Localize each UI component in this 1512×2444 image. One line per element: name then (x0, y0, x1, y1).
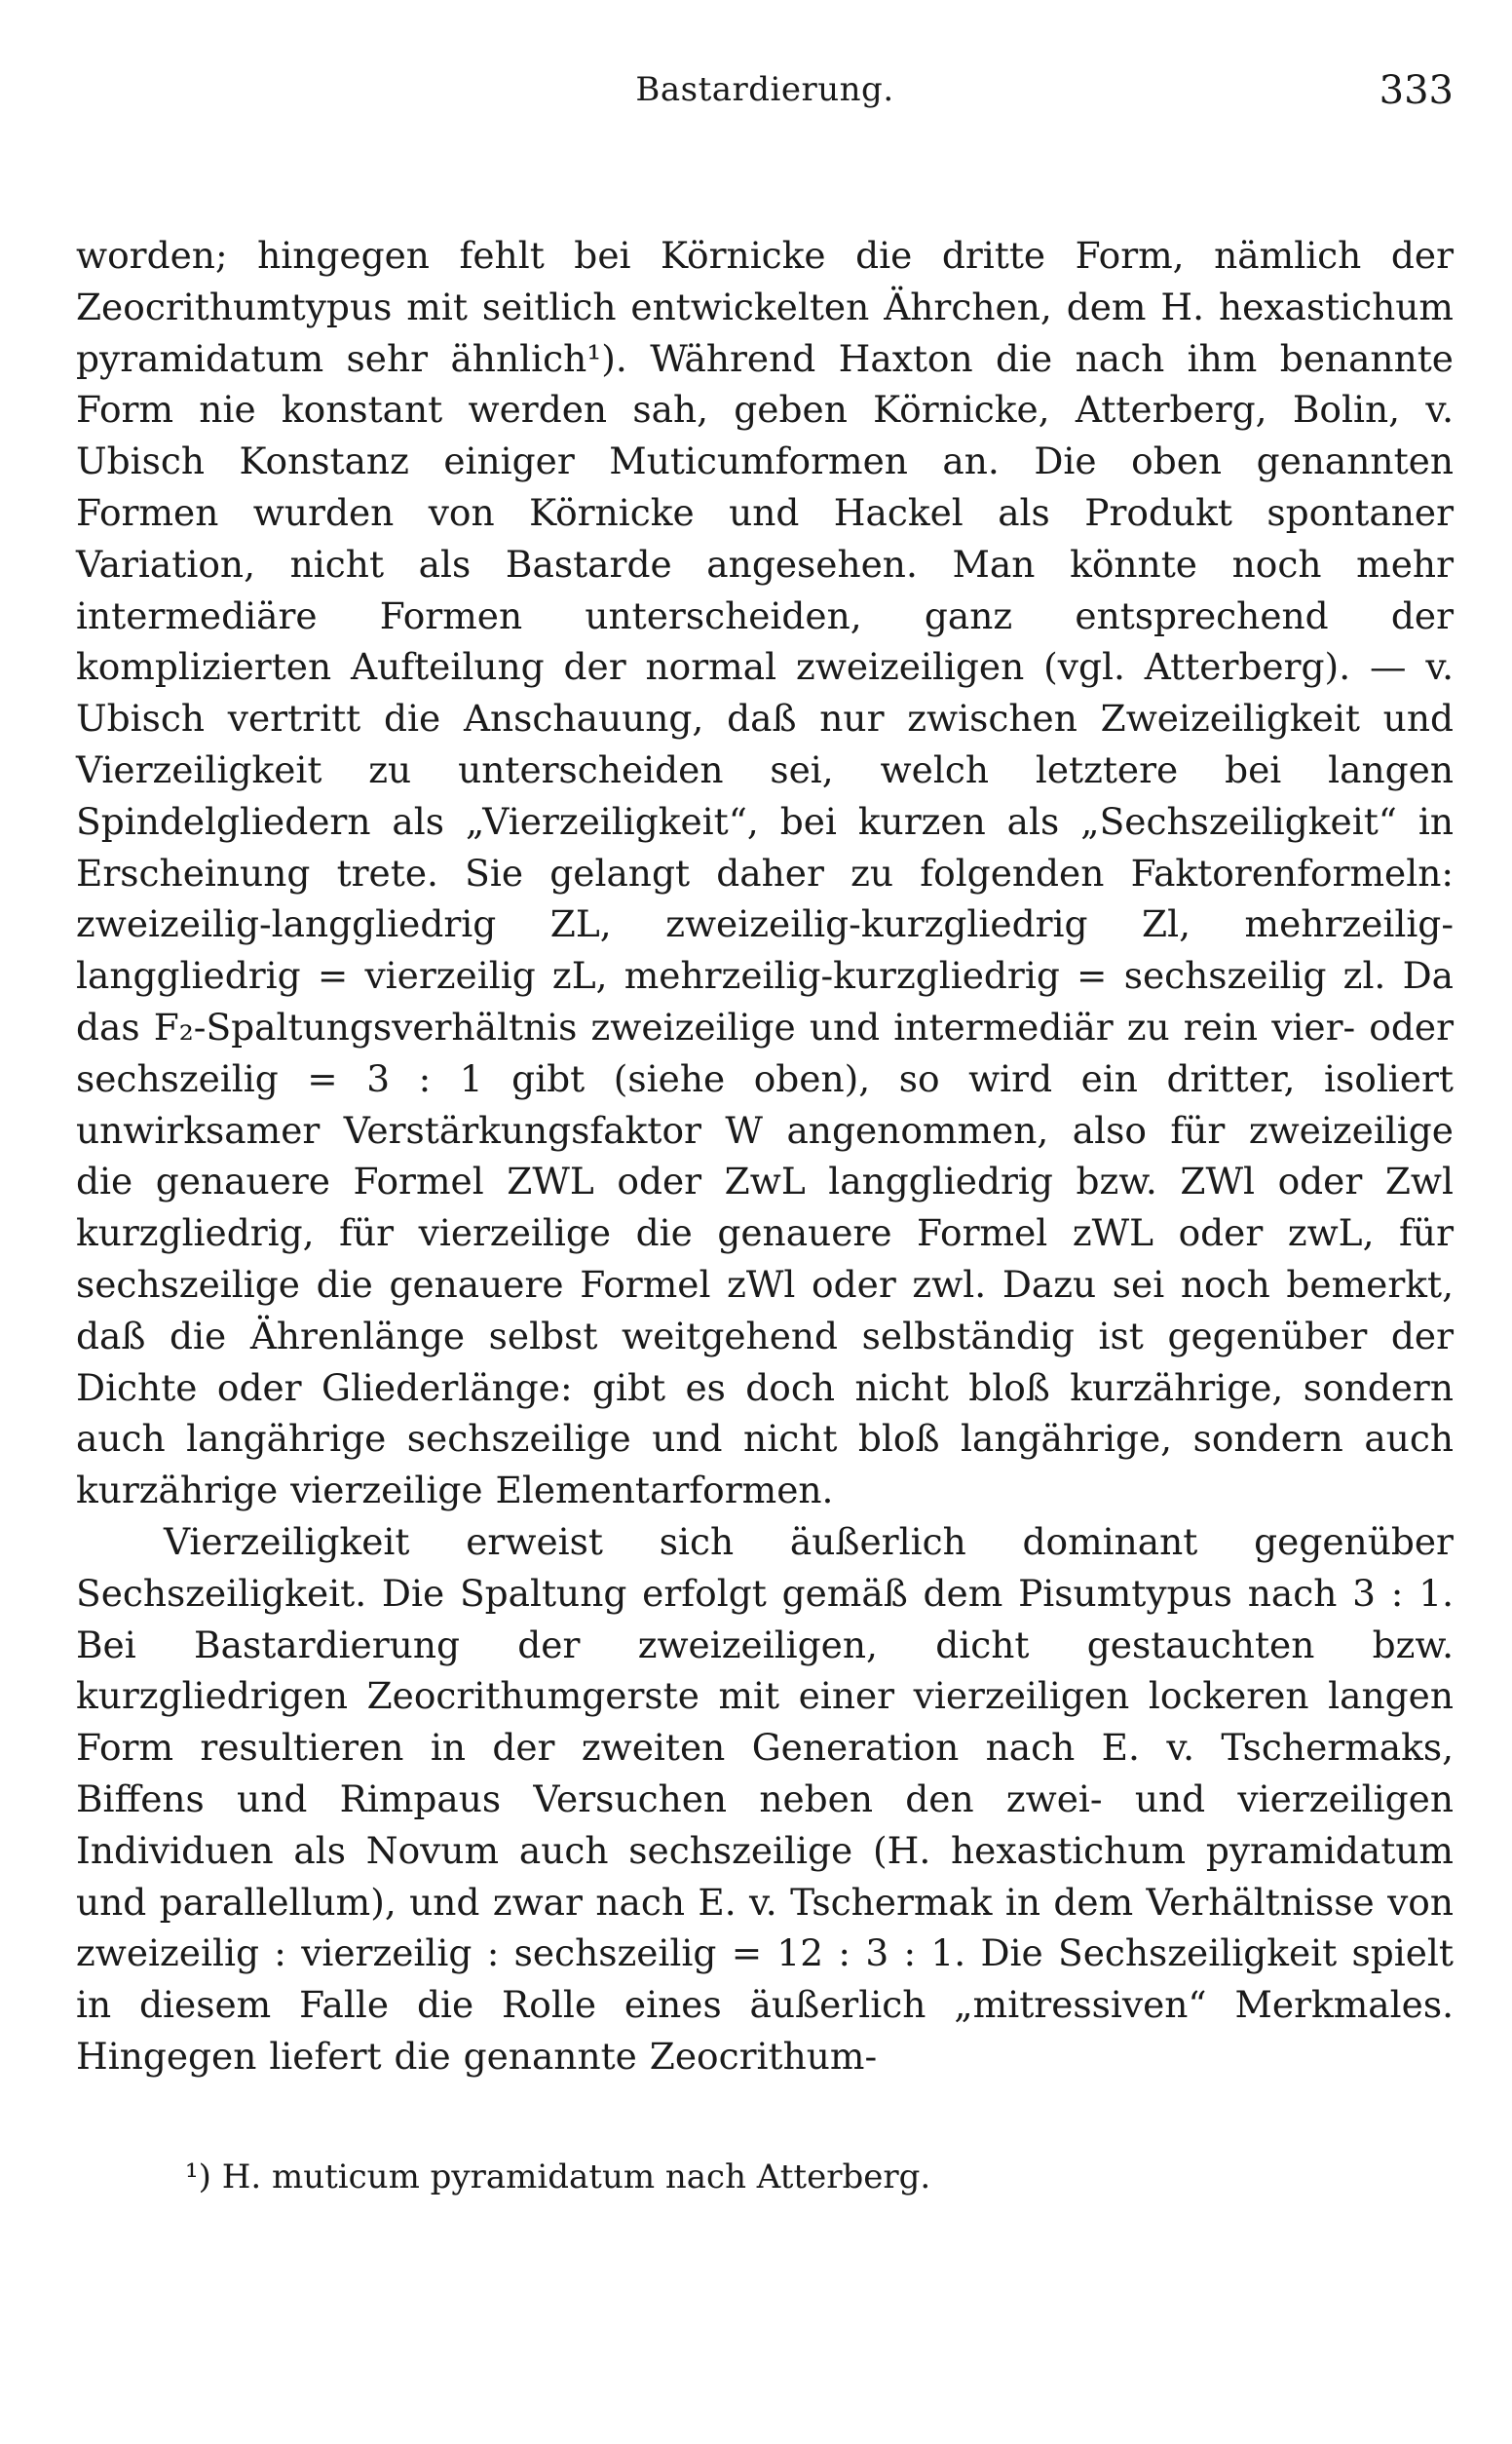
footnote (185, 2154, 930, 2200)
paragraph-1: worden; hingegen fehlt bei Körnicke die dritte Form, nämlich der Zeocrithumtypus mit seitlich entwickelten Ährchen, dem H. hexastichum pyramidatum sehr ähnlich¹). Während Haxton die nach ihm benannte Form nie konstant werden sah, geben Körnicke, Atterberg, Bolin, v. Ubisch Konstanz einiger Muticumformen an. Die oben genannten Formen wurden von Körnicke und Hackel als Produkt spontaner Variation, nicht als Bastarde angesehen. Man könnte noch mehr intermediäre Formen unterscheiden, ganz entsprechend der komplizierten Aufteilung der normal zweizeiligen (vgl. Atterberg). — v. Ubisch vertritt die Anschauung, daß nur zwischen Zweizeiligkeit und Vierzeiligkeit zu unterscheiden sei, welch letztere bei langen Spindelgliedern als „Vierzeiligkeit“, bei kurzen als „Sechszeiligkeit“ in Erscheinung trete. Sie gelangt daher zu folgenden Faktorenformeln: zweizeilig-langgliedrig ZL, zweizeilig-kurzgliedrig Zl, mehrzeilig-langgliedrig = vierzeilig zL, mehrzeilig-kurzgliedrig = sechszeilig zl. Da das F₂-Spaltungsverhältnis zweizeilige und intermediär zu rein vier- oder sechszeilig = 3 : 1 gibt (siehe oben), so wird ein dritter, isoliert unwirksamer Verstärkungsfaktor W angenommen, also für zweizeilige die genauere Formel ZWL oder ZwL langgliedrig bzw. ZWl oder Zwl kurzgliedrig, für vierzeilige die genauere Formel zWL oder zwL, für sechszeilige die genauere Formel zWl oder zwl. Dazu sei noch bemerkt, daß die Ährenlänge selbst weitgehend selbständig ist gegenüber der Dichte oder Gliederlänge: gibt es doch nicht bloß kurzährige, sondern auch langährige sechszeilige und nicht bloß langährige, sondern auch kurzährige vierzeilige Elementarformen. (76, 234, 1454, 1512)
page-header (76, 58, 1454, 127)
book-page (76, 58, 1454, 2397)
running-title: Bastardierung. (635, 70, 894, 109)
paragraph-2: Vierzeiligkeit erweist sich äußerlich dominant gegenüber Sechszeiligkeit. Die Spaltung erfolgt gemäß dem Pisumtypus nach 3 : 1. Bei Bastardierung der zweizeiligen, dicht gestauchten bzw. kurzgliedrigen Zeocrithumgerste mit einer vierzeiligen lockeren langen Form resultieren in der zweiten Generation nach E. v. Tschermaks, Biffens und Rimpaus Versuchen neben den zwei- und vierzeiligen Individuen als Novum auch sechszeilige (H. hexastichum pyramidatum und parallellum), und zwar nach E. v. Tschermak in dem Verhältnisse von zweizeilig : vierzeilig : sechszeilig = 12 : 3 : 1. Die Sechszeiligkeit spielt in diesem Falle die Rolle eines äußerlich „mitressiven“ Merkmales. Hingegen liefert die genannte Zeocrithum- (76, 1519, 1454, 2078)
page-number: 333 (1379, 68, 1454, 113)
footnote-text: ¹) H. muticum pyramidatum nach Atterberg. (185, 2158, 931, 2196)
page-body (76, 230, 1454, 2082)
